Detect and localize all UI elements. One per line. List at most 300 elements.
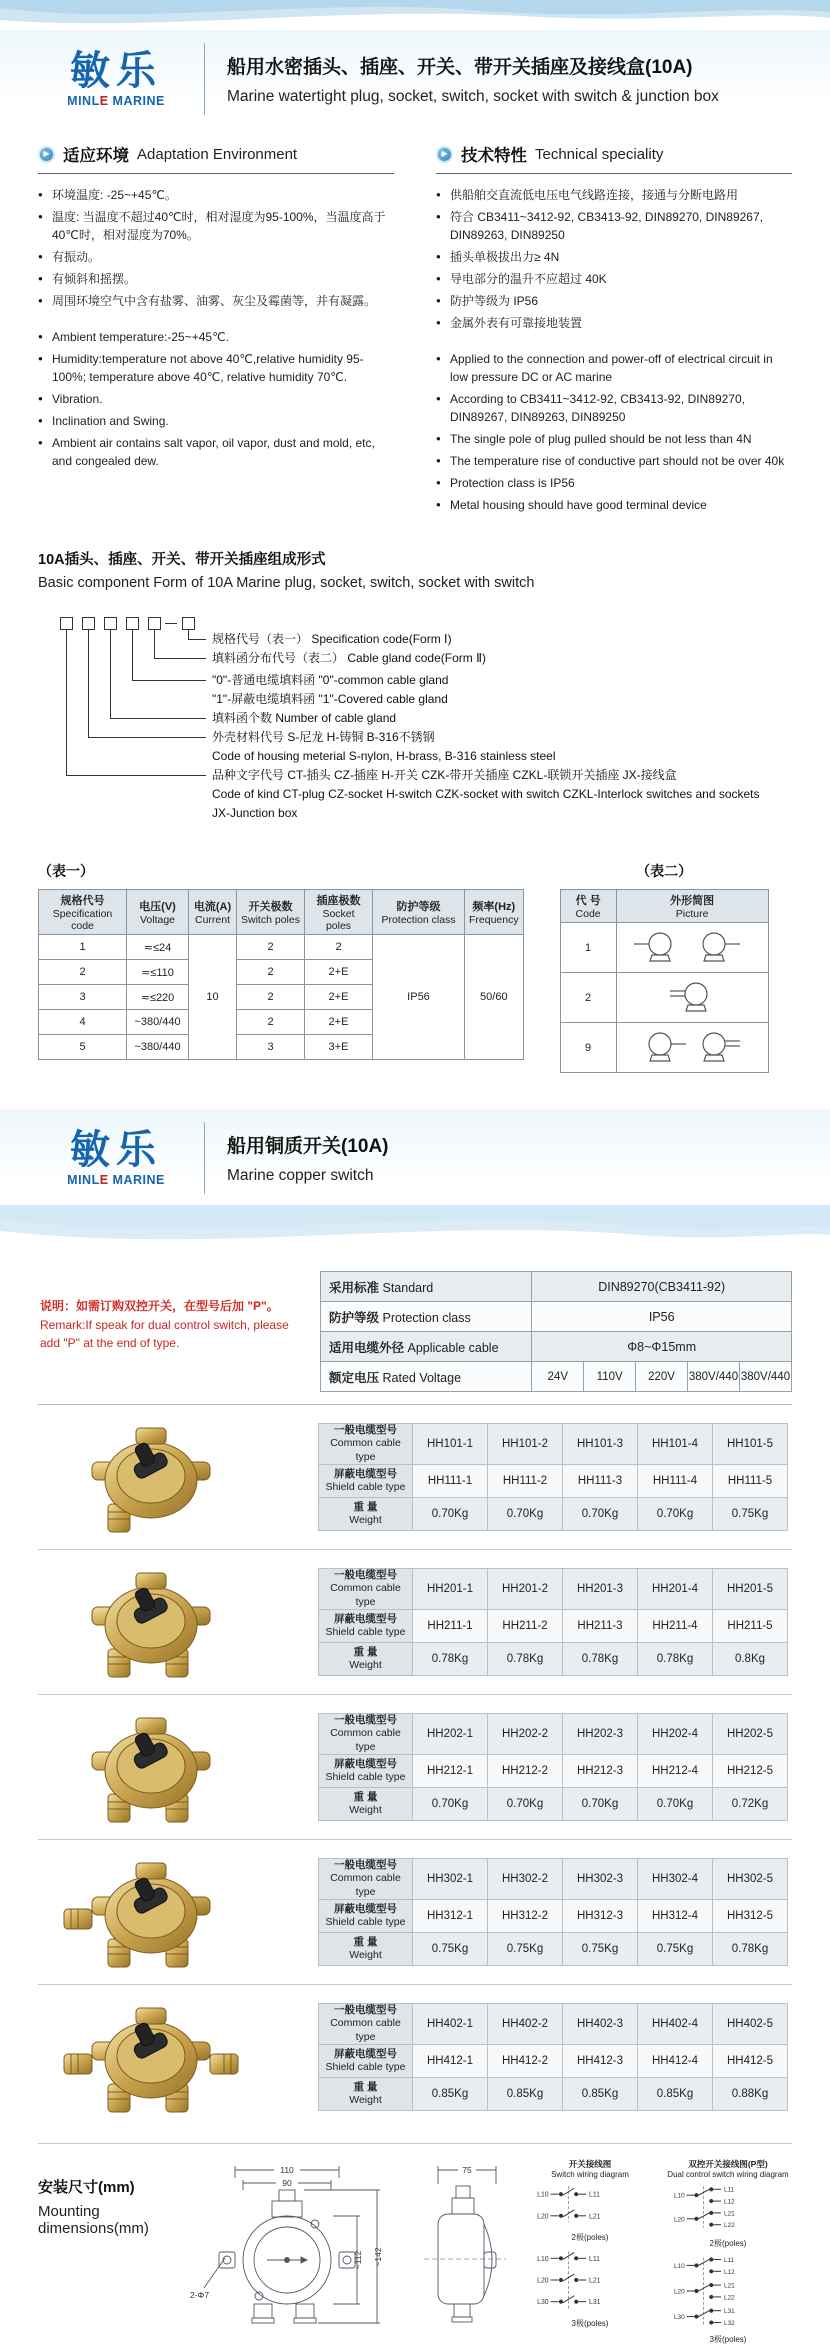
cell-model: HH111-1 <box>413 1464 488 1497</box>
product-photo <box>38 1708 318 1826</box>
cell-model: HH302-5 <box>713 1859 788 1899</box>
form-two-wrap <box>560 861 769 1073</box>
svg-text:L32: L32 <box>724 2319 735 2327</box>
svg-text:L11: L11 <box>589 2255 600 2263</box>
cell-model: HH302-1 <box>413 1859 488 1899</box>
cell-gland-code: 1 <box>560 923 616 973</box>
table-row <box>321 1362 792 1392</box>
table-row <box>321 1332 792 1362</box>
table-row <box>319 1859 788 1899</box>
front-view-drawing <box>182 2158 408 2326</box>
page2-title-en: Marine copper switch <box>227 1167 374 1184</box>
cell-weight: 0.78Kg <box>638 1642 713 1675</box>
page2-title <box>227 1131 389 1185</box>
wiring-header-cn: 双控开关接线图(P型) <box>688 2159 768 2169</box>
brand-logo <box>52 48 180 108</box>
cell-model: HH101-2 <box>488 1424 563 1464</box>
col-header: 外形简图 Picture <box>616 890 768 923</box>
mounting-title-en: Mounting dimensions(mm) <box>38 2203 149 2237</box>
svg-text:L30: L30 <box>537 2299 549 2307</box>
code-label: 填料函个数 Number of cable gland <box>212 711 397 725</box>
cell-socket-poles: 3+E <box>305 1035 373 1060</box>
svg-text:L31: L31 <box>589 2299 601 2307</box>
cell-weight: 0.70Kg <box>638 1787 713 1820</box>
adaptation-environment-column <box>38 142 394 518</box>
code-label: 规格代号（表一） Specification code(Form Ⅰ) <box>212 632 452 646</box>
gland-diagram-icon <box>622 975 762 1017</box>
cell-weight: 0.70Kg <box>413 1787 488 1820</box>
cell-model: HH101-1 <box>413 1424 488 1464</box>
cell-socket-poles: 2+E <box>305 960 373 985</box>
cell-weight: 0.70Kg <box>563 1497 638 1530</box>
svg-text:90: 90 <box>282 2178 292 2188</box>
col-header: 防护等级 Protection class <box>373 890 465 935</box>
poles-caption: 2极(poles) <box>709 2239 747 2248</box>
mounting-titles <box>38 2158 182 2349</box>
cell-switch-poles: 3 <box>237 1035 305 1060</box>
cell-code: 1 <box>39 935 127 960</box>
bullet-item: ● The temperature rise of conductive part should not be over 40k <box>436 452 792 470</box>
cell-voltage-value: 110V <box>584 1362 636 1392</box>
table-row <box>39 935 524 960</box>
cell-weight: 0.75Kg <box>413 1932 488 1965</box>
adaptation-bullets-en <box>38 328 394 470</box>
product-block <box>38 1984 792 2129</box>
table-row <box>560 1023 768 1073</box>
code-label: "0"-普通电缆填料函 "0"-common cable gland <box>212 673 449 687</box>
cell-model: HH101-5 <box>713 1424 788 1464</box>
section-title-cn: 技术特性 <box>461 147 527 165</box>
svg-text:L22: L22 <box>724 2294 735 2302</box>
technical-bullets-en <box>436 350 792 514</box>
col-header: 代 号 Code <box>560 890 616 923</box>
bullet-item: ● 供船舶交直流低电压电气线路连接，接通与分断电路用 <box>436 186 792 204</box>
cell-switch-poles: 2 <box>237 985 305 1010</box>
product-model-table <box>318 1423 788 1530</box>
cell-cable-label: 适用电缆外径 Applicable cable <box>321 1332 532 1362</box>
cell-weight-label: 重 量 Weight <box>319 1497 413 1530</box>
cell-voltage: ≂≤24 <box>127 935 189 960</box>
cell-model: HH211-4 <box>638 1609 713 1642</box>
component-title-en: Basic component Form of 10A Marine plug, socket, switch, socket with switch <box>38 575 535 591</box>
svg-text:L20: L20 <box>674 2288 685 2296</box>
cell-model: HH312-1 <box>413 1899 488 1932</box>
cell-model: HH312-4 <box>638 1899 713 1932</box>
cell-weight-label: 重 量 Weight <box>319 2077 413 2110</box>
cell-common-label: 一般电缆型号 Common cable type <box>319 1859 413 1899</box>
cell-weight: 0.75Kg <box>488 1932 563 1965</box>
cell-model: HH211-2 <box>488 1609 563 1642</box>
component-form-section <box>38 548 792 827</box>
table-row <box>319 1569 788 1609</box>
svg-text:L21: L21 <box>724 2282 735 2290</box>
gland-code-table <box>560 889 769 1073</box>
wiring-header-en: Switch wiring diagram <box>551 2170 629 2179</box>
technical-bullets-cn <box>436 186 792 332</box>
svg-text:L21: L21 <box>724 2210 735 2218</box>
wiring-diagrams <box>526 2158 792 2349</box>
bullet-item: ● 周围环境空气中含有盐雾、油雾、灰尘及霉菌等，并有凝露。 <box>38 292 394 310</box>
cell-model: HH402-2 <box>488 2004 563 2044</box>
cell-model: HH201-3 <box>563 1569 638 1609</box>
top-wave-decoration <box>0 0 830 30</box>
col-header: 频率(Hz) Frequency <box>465 890 524 935</box>
cell-model: HH201-1 <box>413 1569 488 1609</box>
bullet-item: ● 有倾斜和摇摆。 <box>38 270 394 288</box>
code-label: 外壳材料代号 S-尼龙 H-铸铜 B-316不锈钢 <box>212 730 435 744</box>
cell-weight-label: 重 量 Weight <box>319 1932 413 1965</box>
cell-model: HH202-5 <box>713 1714 788 1754</box>
table-row <box>319 1714 788 1754</box>
bullet-item: ● Humidity:temperature not above 40℃,relative humidity 95-100%; temperature above 40℃, relative humidity 70℃. <box>38 350 394 386</box>
header-divider <box>204 1122 205 1194</box>
section-header <box>38 142 394 174</box>
table-row <box>560 923 768 973</box>
cell-weight: 0.78Kg <box>713 1932 788 1965</box>
svg-text:L11: L11 <box>724 2256 735 2264</box>
cell-code: 5 <box>39 1035 127 1060</box>
cell-weight: 0.75Kg <box>563 1932 638 1965</box>
col-header: 电流(A) Current <box>189 890 237 935</box>
cell-model: HH302-3 <box>563 1859 638 1899</box>
form-one-wrap <box>38 861 524 1060</box>
table1-caption: （表一） <box>38 863 94 879</box>
code-label: JX-Junction box <box>212 806 298 820</box>
cell-voltage-value: 380V/440 <box>739 1362 791 1392</box>
logo-en-part: MARINE <box>108 1172 165 1187</box>
switch-2pole-diagram <box>526 2181 654 2227</box>
bullet-item: ● Metal housing should have good terminal device <box>436 496 792 514</box>
product-photo <box>38 1998 318 2116</box>
cell-code: 2 <box>39 960 127 985</box>
cell-model: HH202-2 <box>488 1714 563 1754</box>
svg-text:L20: L20 <box>537 2213 549 2221</box>
component-title-cn: 10A插头、插座、开关、带开关插座组成形式 <box>38 552 326 568</box>
cell-model: HH412-5 <box>713 2044 788 2077</box>
play-circle-icon: ▶ <box>436 146 453 163</box>
page-header <box>0 30 830 126</box>
cell-standard-label: 采用标准 Standard <box>321 1272 532 1302</box>
table-row <box>321 1302 792 1332</box>
bullet-item: ● Vibration. <box>38 390 394 408</box>
cell-protection-label: 防护等级 Protection class <box>321 1302 532 1332</box>
cell-cable-value: Φ8~Φ15mm <box>532 1332 792 1362</box>
cell-voltage-label: 额定电压 Rated Voltage <box>321 1362 532 1392</box>
cell-weight: 0.70Kg <box>638 1497 713 1530</box>
cell-shield-label: 屏蔽电缆型号 Shield cable type <box>319 2044 413 2077</box>
bullet-item: ● Inclination and Swing. <box>38 412 394 430</box>
cell-model: HH111-3 <box>563 1464 638 1497</box>
cell-voltage: ≂≤110 <box>127 960 189 985</box>
cell-gland-code: 9 <box>560 1023 616 1073</box>
section-title-cn: 适应环境 <box>63 147 129 165</box>
svg-text:2-Φ7: 2-Φ7 <box>190 2290 210 2300</box>
svg-text:L21: L21 <box>589 2277 601 2285</box>
svg-text:L10: L10 <box>674 2192 685 2200</box>
col-header: 插座极数 Socket poles <box>305 890 373 935</box>
cell-weight: 0.85Kg <box>638 2077 713 2110</box>
section-header <box>436 142 792 174</box>
table-row <box>319 1464 788 1497</box>
page-title <box>227 52 719 106</box>
cell-weight: 0.70Kg <box>413 1497 488 1530</box>
cell-weight: 0.72Kg <box>713 1787 788 1820</box>
product-model-table <box>318 2003 788 2110</box>
cell-weight: 0.78Kg <box>563 1642 638 1675</box>
dual-3pole-diagram <box>664 2253 792 2329</box>
table-row <box>560 973 768 1023</box>
side-view-drawing <box>414 2158 514 2326</box>
col-header: 规格代号 Specification code <box>39 890 127 935</box>
svg-text:L11: L11 <box>589 2191 600 2199</box>
cell-protection-value: IP56 <box>532 1302 792 1332</box>
remark-en-line1: Remark:If speak for dual control switch, please <box>40 1317 289 1332</box>
wiring-header-cn: 开关接线图 <box>568 2159 612 2169</box>
page-title-cn: 船用水密插头、插座、开关、带开关插座及接线盒(10A) <box>227 57 693 78</box>
cell-weight: 0.85Kg <box>413 2077 488 2110</box>
svg-text:L21: L21 <box>589 2213 601 2221</box>
table-row <box>319 1497 788 1530</box>
cell-model: HH202-1 <box>413 1714 488 1754</box>
col-header: 开关极数 Switch poles <box>237 890 305 935</box>
cell-voltage-value: 380V/440 <box>688 1362 740 1392</box>
bullet-item: ● Ambient air contains salt vapor, oil vapor, dust and mold, etc, and congealed dew. <box>38 434 394 470</box>
cell-model: HH212-3 <box>563 1754 638 1787</box>
cell-weight: 0.75Kg <box>713 1497 788 1530</box>
standards-table <box>320 1271 792 1392</box>
bullet-item: ● 符合 CB3411~3412-92, CB3413-92, DIN89270, DIN89267, DIN89263, DIN89250 <box>436 208 792 244</box>
cell-common-label: 一般电缆型号 Common cable type <box>319 1424 413 1464</box>
switch-spec-section <box>38 1271 792 1392</box>
cell-model: HH111-5 <box>713 1464 788 1497</box>
cell-code: 4 <box>39 1010 127 1035</box>
bullet-item: ● 环境温度: -25~+45℃。 <box>38 186 394 204</box>
adaptation-bullets-cn <box>38 186 394 310</box>
cell-model: HH211-3 <box>563 1609 638 1642</box>
copper-switch-photo <box>56 1708 246 1826</box>
cell-common-label: 一般电缆型号 Common cable type <box>319 1569 413 1609</box>
logo-english <box>52 94 180 108</box>
cell-current: 10 <box>189 935 237 1060</box>
svg-text:L20: L20 <box>537 2277 549 2285</box>
gland-picture-9 <box>616 1023 768 1073</box>
cell-weight: 0.70Kg <box>563 1787 638 1820</box>
table-header-row <box>560 890 768 923</box>
table-header-row <box>39 890 524 935</box>
bullet-item: ● 金属外表有可靠接地装置 <box>436 314 792 332</box>
cell-model: HH212-4 <box>638 1754 713 1787</box>
cell-shield-label: 屏蔽电缆型号 Shield cable type <box>319 1754 413 1787</box>
gland-diagram-icon <box>622 925 762 967</box>
cell-model: HH101-4 <box>638 1424 713 1464</box>
svg-text:L10: L10 <box>674 2262 685 2270</box>
mid-wave-decoration <box>0 1205 830 1263</box>
bullet-item: ● Protection class is IP56 <box>436 474 792 492</box>
cell-model: HH312-3 <box>563 1899 638 1932</box>
cell-model: HH201-2 <box>488 1569 563 1609</box>
cell-model: HH302-4 <box>638 1859 713 1899</box>
product-photo <box>38 1853 318 1971</box>
logo-chinese: 敏乐 <box>70 48 162 93</box>
logo-en-accent: E <box>99 1172 109 1187</box>
svg-text:~142: ~142 <box>373 2247 383 2267</box>
gland-picture-2 <box>616 973 768 1023</box>
dual-control-wiring-group <box>664 2158 792 2349</box>
cell-shield-label: 屏蔽电缆型号 Shield cable type <box>319 1609 413 1642</box>
cell-model: HH302-2 <box>488 1859 563 1899</box>
wiring-header-en: Dual control switch wiring diagram <box>667 2170 789 2179</box>
cell-weight: 0.78Kg <box>488 1642 563 1675</box>
copper-switch-photo <box>56 1418 246 1536</box>
cell-code: 3 <box>39 985 127 1010</box>
mounting-title-cn: 安装尺寸(mm) <box>38 2179 135 2196</box>
cell-protection: IP56 <box>373 935 465 1060</box>
code-label: "1"-屏蔽电缆填料函 "1"-Covered cable gland <box>212 692 448 706</box>
cell-weight: 0.8Kg <box>713 1642 788 1675</box>
type-code-diagram <box>60 605 792 827</box>
switch-3pole-diagram <box>526 2247 654 2313</box>
bullet-item: ● 插头单极拔出力≥ 4N <box>436 248 792 266</box>
svg-text:L12: L12 <box>724 2198 735 2206</box>
cell-weight: 0.85Kg <box>563 2077 638 2110</box>
poles-caption: 3极(poles) <box>571 2319 609 2328</box>
bullet-item: ● According to CB3411~3412-92, CB3413-92, DIN89270, DIN89267, DIN89263, DIN89250 <box>436 390 792 426</box>
cell-weight-label: 重 量 Weight <box>319 1642 413 1675</box>
table-row <box>319 1932 788 1965</box>
table2-caption: （表二） <box>636 863 693 879</box>
table-row <box>319 1787 788 1820</box>
product-block <box>38 1549 792 1694</box>
logo-chinese: 敏乐 <box>70 1127 162 1172</box>
svg-text:L31: L31 <box>724 2308 735 2316</box>
table-row <box>319 1424 788 1464</box>
product-photo <box>38 1418 318 1536</box>
cell-socket-poles: 2+E <box>305 1010 373 1035</box>
cell-socket-poles: 2+E <box>305 985 373 1010</box>
cell-model: HH212-1 <box>413 1754 488 1787</box>
logo-en-part: MINL <box>67 93 100 108</box>
cell-standard-value: DIN89270(CB3411-92) <box>532 1272 792 1302</box>
product-list <box>0 1404 830 2129</box>
poles-caption: 3极(poles) <box>709 2335 747 2344</box>
cell-switch-poles: 2 <box>237 935 305 960</box>
form-tables-section <box>38 861 792 1073</box>
gland-diagram-icon <box>622 1025 762 1067</box>
copper-switch-photo <box>56 1853 246 1971</box>
remark-cn: 说明：如需订购双控开关，在型号后加 "P"。 <box>40 1299 279 1313</box>
order-remark <box>38 1271 320 1392</box>
svg-text:75: 75 <box>462 2165 472 2175</box>
poles-caption: 2极(poles) <box>571 2233 609 2242</box>
svg-text:L10: L10 <box>537 2191 549 2199</box>
cell-common-label: 一般电缆型号 Common cable type <box>319 1714 413 1754</box>
page2-header <box>0 1109 830 1205</box>
svg-text:L20: L20 <box>674 2216 685 2224</box>
bullet-item: ● Ambient temperature:-25~+45℃. <box>38 328 394 346</box>
cell-gland-code: 2 <box>560 973 616 1023</box>
cell-model: HH402-1 <box>413 2004 488 2044</box>
cell-weight: 0.70Kg <box>488 1497 563 1530</box>
code-label: 品种文字代号 CT-插头 CZ-插座 H-开关 CZK-带开关插座 CZKL-联锁开关插座 JX-接线盒 <box>212 768 677 782</box>
header-divider <box>204 43 205 115</box>
cell-model: HH402-4 <box>638 2004 713 2044</box>
remark-en-line2: add "P" at the end of type. <box>40 1336 180 1351</box>
bullet-item: ● 有振动。 <box>38 248 394 266</box>
cell-frequency: 50/60 <box>465 935 524 1060</box>
cell-model: HH402-5 <box>713 2004 788 2044</box>
cell-weight: 0.78Kg <box>413 1642 488 1675</box>
bullet-item: ● 温度: 当温度不超过40℃时，相对湿度为95-100%，当温度高于40℃时，相对湿度为70%。 <box>38 208 394 244</box>
cell-model: HH211-5 <box>713 1609 788 1642</box>
cell-voltage-value: 24V <box>532 1362 584 1392</box>
svg-text:110: 110 <box>280 2165 294 2175</box>
product-model-table <box>318 1858 788 1965</box>
specification-table <box>38 889 524 1060</box>
cell-shield-label: 屏蔽电缆型号 Shield cable type <box>319 1899 413 1932</box>
svg-text:L11: L11 <box>724 2186 735 2194</box>
product-block <box>38 1694 792 1839</box>
table-row <box>319 1754 788 1787</box>
dimension-drawings <box>182 2158 792 2349</box>
bullet-item: ● The single pole of plug pulled should be not less than 4N <box>436 430 792 448</box>
page2-title-cn: 船用铜质开关(10A) <box>227 1136 389 1157</box>
cell-model: HH412-4 <box>638 2044 713 2077</box>
cell-weight-label: 重 量 Weight <box>319 1787 413 1820</box>
svg-text:~112: ~112 <box>353 2250 363 2270</box>
dual-2pole-diagram <box>664 2181 792 2233</box>
cell-model: HH202-4 <box>638 1714 713 1754</box>
cell-voltage-value: 220V <box>636 1362 688 1392</box>
logo-en-accent: E <box>99 93 109 108</box>
cell-weight: 0.75Kg <box>638 1932 713 1965</box>
table-row <box>319 2044 788 2077</box>
cell-weight: 0.85Kg <box>488 2077 563 2110</box>
cell-model: HH201-5 <box>713 1569 788 1609</box>
cell-model: HH412-2 <box>488 2044 563 2077</box>
logo-en-part: MARINE <box>108 93 165 108</box>
logo-english <box>52 1173 180 1187</box>
logo-en-part: MINL <box>67 1172 100 1187</box>
bullet-item: ● Applied to the connection and power-off of electrical circuit in low pressure DC or AC marine <box>436 350 792 386</box>
code-label: 填料函分布代号（表二） Cable gland code(Form Ⅱ) <box>212 651 486 665</box>
cell-weight: 0.70Kg <box>488 1787 563 1820</box>
cell-model: HH212-5 <box>713 1754 788 1787</box>
cell-model: HH111-2 <box>488 1464 563 1497</box>
code-label: Code of housing meterial S-nylon, H-brass, B-316 stainless steel <box>212 749 556 763</box>
cell-model: HH211-1 <box>413 1609 488 1642</box>
environment-and-specs <box>38 142 792 518</box>
cell-model: HH111-4 <box>638 1464 713 1497</box>
cell-voltage: ~380/440 <box>127 1035 189 1060</box>
code-label: Code of kind CT-plug CZ-socket H-switch CZK-socket with switch CZKL-Interlock switches and sockets <box>212 787 760 801</box>
cell-shield-label: 屏蔽电缆型号 Shield cable type <box>319 1464 413 1497</box>
cell-model: HH202-3 <box>563 1714 638 1754</box>
table-row <box>321 1272 792 1302</box>
cell-model: HH402-3 <box>563 2004 638 2044</box>
cell-model: HH312-2 <box>488 1899 563 1932</box>
technical-speciality-column <box>436 142 792 518</box>
svg-text:L22: L22 <box>724 2222 735 2230</box>
gland-picture-1 <box>616 923 768 973</box>
product-block <box>38 1839 792 1984</box>
table-row <box>319 1899 788 1932</box>
section-title-en: Technical speciality <box>535 145 664 163</box>
cell-model: HH212-2 <box>488 1754 563 1787</box>
product-photo <box>38 1563 318 1681</box>
col-header: 电压(V) Voltage <box>127 890 189 935</box>
table-row <box>319 2004 788 2044</box>
bullet-item: ● 防护等级为 IP56 <box>436 292 792 310</box>
